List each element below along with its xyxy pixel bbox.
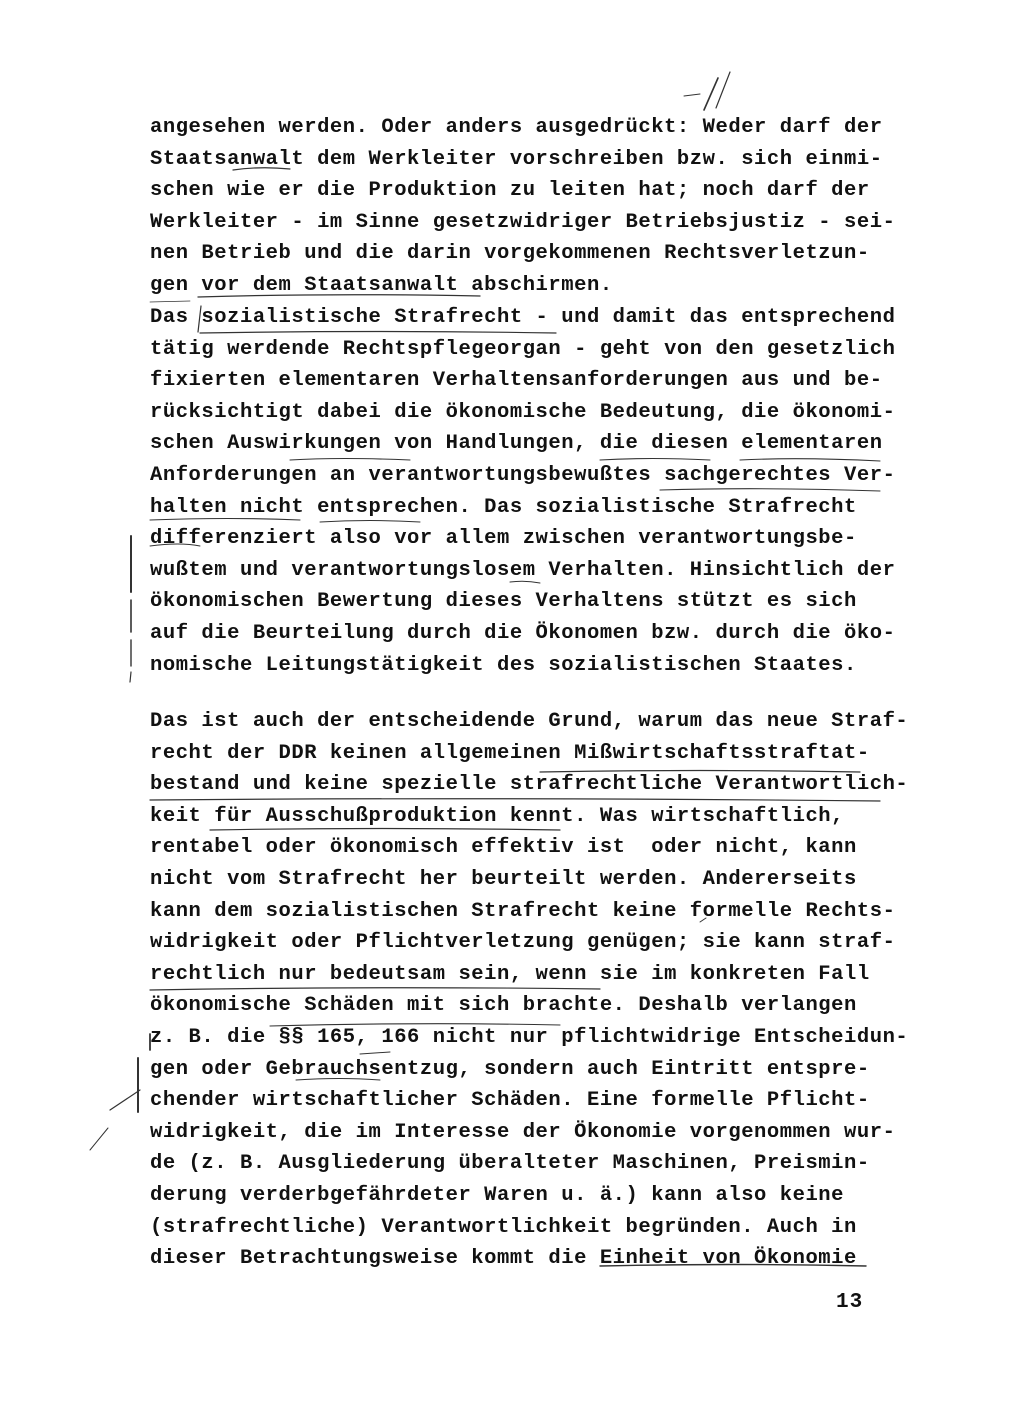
text-line: recht der DDR keinen allgemeinen Mißwirtschaftsstraftat- (150, 741, 870, 765)
text-line: gen vor dem Staatsanwalt abschirmen. (150, 273, 613, 297)
text-line: Staatsanwalt dem Werkleiter vorschreiben bzw. sich einmi- (150, 147, 883, 171)
text-line: nen Betrieb und die darin vorgekommenen Rechtsverletzun- (150, 242, 870, 266)
text-line: gen oder Gebrauchsentzug, sondern auch Eintritt entspre- (150, 1057, 870, 1081)
text-line: Werkleiter - im Sinne gesetzwidriger Betriebsjustiz - sei- (150, 210, 896, 234)
text-line: ökonomische Schäden mit sich brachte. Deshalb verlangen (150, 994, 857, 1018)
text-line: (strafrechtliche) Verantwortlichkeit begründen. Auch in (150, 1215, 857, 1239)
text-line: keit für Ausschußproduktion kennt. Was wirtschaftlich, (150, 804, 845, 828)
text-line: kann dem sozialistischen Strafrecht keine formelle Rechts- (150, 899, 896, 923)
paragraph-1 (150, 112, 895, 302)
text-line: bestand und keine spezielle strafrechtliche Verantwortlich- (150, 773, 909, 797)
text-line: nicht vom Strafrecht her beurteilt werden. Andererseits (150, 867, 857, 891)
text-line: z. B. die §§ 165, 166 nicht nur pflichtwidrige Entscheidun- (150, 1025, 909, 1049)
corner-dash-mark (684, 94, 700, 96)
text-line: Das ist auch der entscheidende Grund, warum das neue Straf- (150, 710, 909, 733)
text-line: ökonomischen Bewertung dieses Verhaltens stützt es sich (150, 590, 857, 614)
text-line: angesehen werden. Oder anders ausgedrückt: Weder darf der (150, 116, 883, 139)
text-line: schen wie er die Produktion zu leiten hat; noch darf der (150, 179, 870, 203)
margin-bar-mark (130, 672, 131, 682)
text-line: nomische Leitungstätigkeit des sozialistischen Staates. (150, 653, 857, 677)
text-line: auf die Beurteilung durch die Ökonomen bzw. durch die öko- (150, 621, 896, 645)
text-line: de (z. B. Ausgliederung überalteter Maschinen, Preismin- (150, 1152, 870, 1176)
text-line: schen Auswirkungen von Handlungen, die diesen elementaren (150, 432, 883, 456)
text-line: rechtlich nur bedeutsam sein, wenn sie im konkreten Fall (150, 962, 870, 986)
text-line: fixierten elementaren Verhaltensanforderungen aus und be- (150, 369, 883, 393)
paragraph-3 (150, 706, 908, 1275)
corner-slash-mark (716, 72, 730, 108)
text-line: differenziert also vor allem zwischen verantwortungsbe- (150, 527, 857, 551)
arrow-mark (110, 1090, 140, 1110)
text-line: Anforderungen an verantwortungsbewußtes sachgerechtes Ver- (150, 463, 896, 487)
text-line: chender wirtschaftlicher Schäden. Eine formelle Pflicht- (150, 1089, 870, 1113)
text-line: Das sozialistische Strafrecht - und damit das entsprechend (150, 306, 896, 329)
page-number: 13 (836, 1291, 864, 1314)
text-line: widrigkeit oder Pflichtverletzung genügen; sie kann straf- (150, 931, 896, 955)
text-line: tätig werdende Rechtspflegeorgan - geht von den gesetzlich (150, 337, 896, 361)
text-line: halten nicht entsprechen. Das sozialistische Strafrecht (150, 495, 857, 519)
corner-slash-mark (704, 78, 718, 110)
text-line: wußtem und verantwortungslosem Verhalten. Hinsichtlich der (150, 558, 896, 582)
text-line: derung verderbgefährdeter Waren u. ä.) kann also keine (150, 1183, 845, 1207)
text-line: rücksichtigt dabei die ökonomische Bedeutung, die ökonomi- (150, 400, 896, 424)
text-line: dieser Betrachtungsweise kommt die Einheit von Ökonomie (150, 1247, 857, 1271)
paragraph-2 (150, 302, 895, 681)
arrow-mark (90, 1128, 108, 1150)
text-line: rentabel oder ökonomisch effektiv ist oder nicht, kann (150, 836, 857, 860)
text-line: widrigkeit, die im Interesse der Ökonomie vorgenommen wur- (150, 1120, 896, 1144)
